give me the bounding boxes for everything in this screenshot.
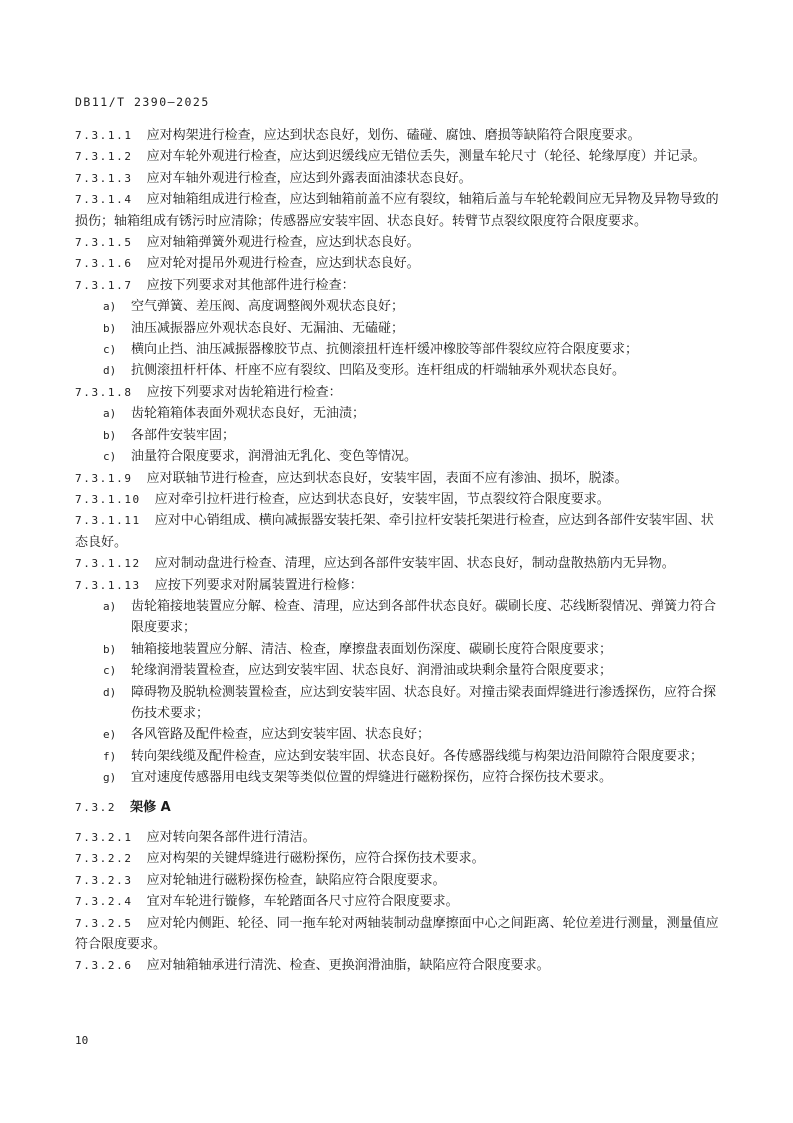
clause-text: 应对转向架各部件进行清洁。 [146,830,316,845]
clause-text: 应对车轴外观进行检查，应达到外露表面油漆状态良好。 [146,170,472,186]
clause-paragraph [75,253,720,274]
clause-paragraph [75,189,720,232]
list-item-text: 抗侧滚扭杆杆体、杆座不应有裂纹、凹陷及变形。连杆组成的杆端轴承外观状态良好。 [131,363,626,379]
clause-number: 7.3.2.1 [75,831,133,844]
list-item-text: 空气弹簧、差压阀、高度调整阀外观状态良好； [131,299,405,315]
clause-number: 7.3.1.6 [75,257,133,271]
clause-paragraph [75,168,720,189]
list-item [75,339,720,360]
clause-text: 应对车轮外观进行检查，应达到迟缓线应无错位丢失，测量车轮尺寸（轮径、轮缘厚度）并记录。 [146,149,706,165]
list-item-text: 齿轮箱接地装置应分解、检查、清理，应达到各部件状态良好。碳刷长度、芯线断裂情况、弹簧力符合限度要求； [131,598,717,636]
clause-number: 7.3.1.13 [75,578,141,592]
clause-number: 7.3.1.7 [75,278,133,292]
clause-number: 7.3.1.2 [75,150,133,164]
clause-paragraph [75,913,720,956]
list-item [75,746,720,767]
clause-paragraph [75,848,720,869]
clause-paragraph [75,827,720,848]
list-item-text: 宜对速度传感器用电线支架等类似位置的焊缝进行磁粉探伤，应符合探伤技术要求。 [131,770,613,786]
clause-paragraph [75,575,720,596]
document-body [75,125,720,977]
section-heading [75,797,720,818]
list-item-marker: f) [103,749,117,763]
clause-number: 7.3.1.9 [75,471,133,485]
list-item-marker: b) [103,642,117,656]
list-item-text: 齿轮箱箱体表面外观状态良好，无油渍； [131,406,366,422]
clause-text: 应对构架的关键焊缝进行磁粉探伤，应符合探伤技术要求。 [146,851,485,867]
list-item-marker: c) [103,664,117,678]
section-title: 架修 A [130,799,171,815]
list-item-marker: d) [103,364,117,378]
clause-number: 7.3.1.1 [75,129,133,142]
clause-number: 7.3.2.5 [75,916,133,930]
list-item [75,724,720,745]
clause-paragraph [75,891,720,912]
clause-number: 7.3.1.12 [75,557,141,571]
list-item-text: 横向止挡、油压减振器橡胶节点、抗侧滚扭杆连杆缓冲橡胶等部件裂纹应符合限度要求； [131,342,639,358]
list-item [75,639,720,660]
clause-number: 7.3.1.3 [75,171,133,185]
list-item [75,682,720,725]
list-item-text: 轴箱接地装置应分解、清洁、检查，摩擦盘表面划伤深度、碳刷长度符合限度要求； [131,641,613,657]
list-item-marker: b) [103,428,117,442]
list-item-text: 油压减振器应外观状态良好、无漏油、无磕碰； [131,320,405,336]
list-item-text: 各风管路及配件检查，应达到安装牢固、状态良好； [131,727,431,743]
clause-number: 7.3.1.10 [75,492,141,506]
clause-paragraph [75,146,720,167]
clause-number: 7.3.2.2 [75,852,133,866]
clause-text: 应对中心销组成、横向减振器安装托架、牵引拉杆安装托架进行检查，应达到各部件安装牢固、状态良好。 [75,513,714,550]
clause-paragraph [75,125,720,146]
clause-paragraph [75,489,720,510]
list-item-marker: c) [103,343,117,357]
clause-text: 应对轮内侧距、轮径、同一拖车轮对两轴装制动盘摩擦面中心之间距离、轮位差进行测量，测量值应符合限度要求。 [75,915,719,953]
clause-text: 应对制动盘进行检查、清理，应达到各部件安装牢固、状态良好，制动盘散热筋内无异物。 [154,556,675,572]
list-item-text: 轮缘润滑装置检查，应达到安装牢固、状态良好、润滑油或块剩余量符合限度要求； [131,663,613,679]
clause-paragraph [75,553,720,574]
clause-paragraph [75,232,720,253]
list-item-marker: g) [103,771,117,785]
clause-text: 应对轴箱组成进行检查，应达到轴箱前盖不应有裂纹，轴箱后盖与车轮轮毂间应无异物及异物导致的损伤；轴箱组成有锈污时应清除；传感器应安装牢固、状态良好。转臂节点裂纹限度符合限度要求。 [75,192,719,229]
clause-text: 应对轴箱弹簧外观进行检查，应达到状态良好。 [146,235,420,251]
list-item [75,403,720,424]
clause-number: 7.3.1.4 [75,193,133,207]
clause-paragraph [75,275,720,296]
clause-number: 7.3.2.3 [75,873,133,887]
list-item [75,767,720,788]
clause-number: 7.3.1.11 [75,514,141,528]
clause-paragraph [75,468,720,489]
list-item [75,425,720,446]
clause-paragraph [75,955,720,976]
clause-text: 应对轮对提吊外观进行检查，应达到状态良好。 [146,256,420,272]
list-item-marker: a) [103,407,117,421]
clause-text: 应按下列要求对齿轮箱进行检查： [146,384,342,400]
page-number: 10 [75,1034,89,1047]
list-item [75,446,720,467]
list-item-marker: d) [103,685,117,699]
list-item-marker: a) [103,599,117,613]
clause-text: 应对联轴节进行检查，应达到状态良好，安装牢固，表面不应有渗油、损坏，脱漆。 [146,470,628,486]
clause-paragraph [75,382,720,403]
clause-text: 应对牵引拉杆进行检查，应达到状态良好，安装牢固，节点裂纹符合限度要求。 [154,491,610,507]
list-item-marker: b) [103,321,117,335]
section-number: 7.3.2 [75,800,117,814]
list-item-text: 油量符合限度要求，润滑油无乳化、变色等情况。 [131,449,418,465]
list-item-marker: a) [103,300,117,314]
clause-text: 应对构架进行检查，应达到状态良好，划伤、磕碰、腐蚀、磨损等缺陷符合限度要求。 [146,128,641,143]
clause-number: 7.3.2.4 [75,895,133,909]
clause-number: 7.3.1.5 [75,236,133,250]
clause-text: 应按下列要求对附属装置进行检修： [154,577,363,593]
list-item-text: 转向架线缆及配件检查，应达到安装牢固、状态良好。各传感器线缆与构架边沿间隙符合限度要求； [131,748,704,764]
clause-paragraph [75,870,720,891]
list-item [75,596,720,639]
list-item-marker: e) [103,728,117,742]
list-item-marker: c) [103,450,117,464]
clause-number: 7.3.1.8 [75,385,133,399]
clause-text: 应对轮轴进行磁粉探伤检查，缺陷应符合限度要求。 [146,872,446,888]
list-item [75,360,720,381]
clause-text: 应按下列要求对其他部件进行检查： [146,277,355,293]
list-item-text: 各部件安装牢固； [131,427,236,443]
list-item [75,318,720,339]
document-code-header: DB11/T 2390—2025 [75,95,210,109]
list-item-text: 障碍物及脱轨检测装置检查，应达到安装牢固、状态良好。对撞击梁表面焊缝进行渗透探伤，应符合探伤技术要求； [131,684,717,721]
clause-paragraph [75,510,720,553]
clause-text: 应对轴箱轴承进行清洗、检查、更换润滑油脂，缺陷应符合限度要求。 [146,958,550,974]
clause-text: 宜对车轮进行镟修，车轮踏面各尺寸应符合限度要求。 [146,894,459,910]
list-item [75,296,720,317]
list-item [75,660,720,681]
clause-number: 7.3.2.6 [75,959,133,973]
